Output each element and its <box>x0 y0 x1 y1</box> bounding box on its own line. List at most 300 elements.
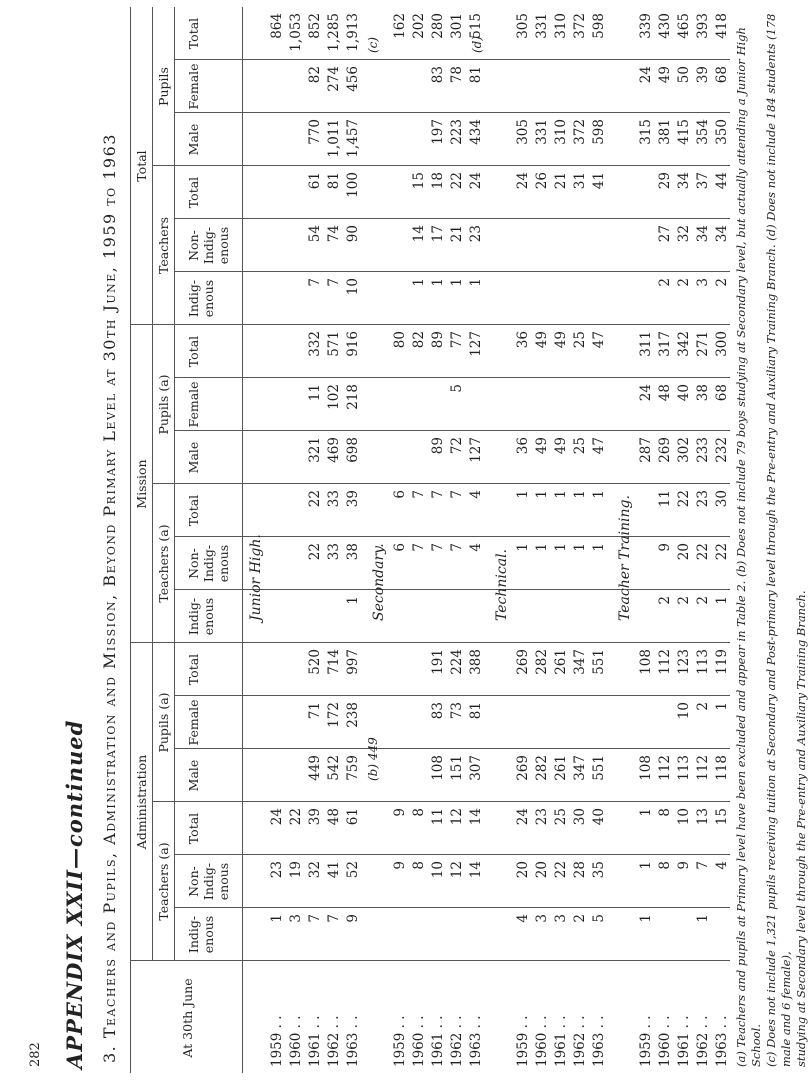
table-cell <box>637 172 656 217</box>
column-admin-teachers_indig <box>637 914 732 959</box>
table-cell: 321 <box>307 437 323 463</box>
table-cell: 71 <box>307 702 323 720</box>
table-cell: 34 <box>676 172 692 190</box>
year-cell: 1963 . . <box>468 1015 484 1067</box>
table-cell <box>410 702 429 747</box>
table-cell: 89 <box>430 437 446 455</box>
table-cell: 18 <box>430 172 446 190</box>
table-cell <box>552 66 571 111</box>
table-cell: 31 <box>572 172 588 190</box>
mission-teachers-head: Teachers (a) <box>156 524 171 603</box>
table-cell: 520 <box>307 649 323 675</box>
table-cell: 27 <box>657 225 673 243</box>
table-cell <box>656 702 675 747</box>
table-cell: 770 <box>307 119 323 145</box>
table-cell: 10 <box>430 861 446 879</box>
table-cell: 347 <box>572 755 588 781</box>
table-cell: 434 <box>468 119 484 145</box>
table-cell: 5 <box>449 384 465 393</box>
column-total-pupils_female <box>514 66 609 111</box>
table-cell: 25 <box>553 808 569 826</box>
table-cell: 388 <box>468 649 484 675</box>
table-cell: 112 <box>657 649 673 675</box>
column-admin-pupils_total <box>637 649 732 694</box>
table-cell <box>268 437 287 482</box>
column-total-pupils_female <box>268 66 363 111</box>
admin-teachers-head: Teachers (a) <box>156 842 171 921</box>
table-cell: 8 <box>411 861 427 870</box>
table-cell: 1,011 <box>326 119 342 158</box>
table-cell <box>391 66 410 111</box>
column-admin-pupils_total <box>268 649 363 694</box>
table-cell <box>306 596 325 641</box>
table-cell: 81 <box>468 702 484 720</box>
table-cell: 1,285 <box>326 13 342 52</box>
table-cell <box>552 702 571 747</box>
table-cell: 22 <box>714 543 730 561</box>
column-mission-teachers_total <box>391 490 486 535</box>
table-cell: 1 <box>449 278 465 287</box>
note-marker: (b) 449 <box>366 737 380 781</box>
column-admin-pupils_male <box>514 755 609 800</box>
divider-total-sub <box>152 165 730 166</box>
year-column <box>268 967 363 1067</box>
column-mission-pupils_male <box>514 437 609 482</box>
leaf-header-total-pupils_total: Total <box>186 17 201 50</box>
column-admin-teachers_non <box>391 861 486 906</box>
table-cell: 14 <box>468 808 484 826</box>
table-cell: 7 <box>430 490 446 499</box>
table-cell: 22 <box>695 543 711 561</box>
column-admin-pupils_female <box>268 702 363 747</box>
table-cell: 1 <box>714 596 730 605</box>
table-cell: 24 <box>515 808 531 826</box>
table-cell: 418 <box>714 13 730 39</box>
table-cell: 698 <box>345 437 361 463</box>
table-cell: 113 <box>676 755 692 781</box>
table-cell <box>571 278 590 323</box>
table-cell: 172 <box>326 702 342 728</box>
table-cell <box>325 596 344 641</box>
table-cell: 7 <box>307 278 323 287</box>
table-cell <box>571 66 590 111</box>
table-cell: 37 <box>695 172 711 190</box>
table-cell: 68 <box>714 384 730 402</box>
table-cell: 118 <box>714 755 730 781</box>
table-cell: 24 <box>269 808 285 826</box>
column-mission-teachers_non <box>637 543 732 588</box>
table-cell: 9 <box>345 914 361 923</box>
table-cell <box>467 596 486 641</box>
table-cell <box>448 596 467 641</box>
table-cell: 2 <box>676 596 692 605</box>
table-cell <box>268 543 287 588</box>
table-cell: 1 <box>638 914 654 923</box>
table-cell: 269 <box>657 437 673 463</box>
table-cell: 1 <box>714 702 730 711</box>
table-cell: 13 <box>695 808 711 826</box>
table-cell: 1 <box>430 278 446 287</box>
table-cell <box>410 755 429 800</box>
table-cell: 108 <box>430 755 446 781</box>
table-cell: 332 <box>307 331 323 357</box>
table-cell: 456 <box>345 66 361 92</box>
table-cell: 123 <box>676 649 692 675</box>
table-cell: 19 <box>288 861 304 879</box>
table-cell <box>429 914 448 959</box>
table-cell <box>514 596 533 641</box>
table-cell <box>410 119 429 164</box>
table-cell: 33 <box>326 490 342 508</box>
table-cell <box>590 225 609 270</box>
divider-admin-sub <box>152 801 730 802</box>
table-cell: 72 <box>449 437 465 455</box>
table-cell: 54 <box>307 225 323 243</box>
table-top-rule <box>130 7 131 1073</box>
table-cell: 9 <box>392 808 408 817</box>
table-cell <box>391 649 410 694</box>
table-cell: 2 <box>676 278 692 287</box>
year-cell: 1959 . . <box>269 1015 285 1067</box>
table-cell: 280 <box>430 13 446 39</box>
column-mission-pupils_male <box>268 437 363 482</box>
table-cell: 22 <box>288 808 304 826</box>
table-cell: 2 <box>572 914 588 923</box>
table-cell <box>268 119 287 164</box>
column-admin-teachers_indig <box>514 914 609 959</box>
table-cell: 1 <box>572 490 588 499</box>
table-cell: 151 <box>449 755 465 781</box>
table-cell: 30 <box>572 808 588 826</box>
divider-year <box>130 960 730 961</box>
column-admin-teachers_total <box>391 808 486 853</box>
column-admin-pupils_female <box>391 702 486 747</box>
year-column <box>391 967 486 1067</box>
table-cell: 14 <box>468 861 484 879</box>
table-cell: 714 <box>326 649 342 675</box>
column-admin-teachers_total <box>637 808 732 853</box>
table-cell: 515 <box>468 13 484 39</box>
column-total-teachers_indig <box>268 278 363 323</box>
table-cell: 30 <box>714 490 730 508</box>
table-cell: 551 <box>591 755 607 781</box>
column-admin-pupils_male <box>268 755 363 800</box>
column-total-teachers_total <box>391 172 486 217</box>
table-cell: 305 <box>515 119 531 145</box>
year-cell: 1960 . . <box>657 1015 673 1067</box>
table-cell: 551 <box>591 649 607 675</box>
table-cell: 34 <box>695 225 711 243</box>
table-cell: 759 <box>345 755 361 781</box>
column-total-pupils_female <box>391 66 486 111</box>
col-divider <box>174 748 730 749</box>
footnote-line-2: (c) Does not include 1,321 pupils receiving tuition at Secondary and Post-primary level through the Pre-entry and Auxiliary Training Branch. (d) Does not include 184 students (178 male and 6 female), <box>764 13 793 1067</box>
table-cell <box>571 384 590 429</box>
column-mission-teachers_indig <box>637 596 732 641</box>
table-cell <box>268 66 287 111</box>
table-cell: 2 <box>657 596 673 605</box>
group-mission: Mission <box>134 459 149 509</box>
table-cell <box>467 914 486 959</box>
year-cell: 1959 . . <box>515 1015 531 1067</box>
table-cell <box>571 225 590 270</box>
table-cell: 112 <box>657 755 673 781</box>
column-mission-pupils_total <box>637 331 732 376</box>
table-cell: 274 <box>326 66 342 92</box>
table-cell: 82 <box>411 331 427 349</box>
table-cell: 74 <box>326 225 342 243</box>
table-cell: 916 <box>345 331 361 357</box>
table-cell <box>533 225 552 270</box>
table-cell: 41 <box>591 172 607 190</box>
leaf-header-mission-pupils_male: Male <box>186 441 201 474</box>
table-cell: 282 <box>534 649 550 675</box>
table-cell: 81 <box>468 66 484 84</box>
table-cell: 49 <box>657 66 673 84</box>
table-title: 3. Teachers and Pupils, Administration and Mission, Beyond Primary Level at 30th June, 1959 to 1963 <box>100 133 119 1063</box>
table-cell: 1 <box>638 808 654 817</box>
year-cell: 1961 . . <box>553 1015 569 1067</box>
table-cell <box>287 755 306 800</box>
table-cell: 415 <box>676 119 692 145</box>
table-cell: 7 <box>411 490 427 499</box>
table-cell: 261 <box>553 755 569 781</box>
column-total-teachers_total <box>268 172 363 217</box>
table-cell: 350 <box>714 119 730 145</box>
table-cell <box>552 596 571 641</box>
table-cell <box>533 278 552 323</box>
table-cell: 393 <box>695 13 711 39</box>
table-cell: 223 <box>449 119 465 145</box>
subgroup-rule <box>174 7 175 961</box>
table-cell: 997 <box>345 649 361 675</box>
group-total: Total <box>134 150 149 182</box>
table-cell: 1 <box>591 490 607 499</box>
year-cell: 1963 . . <box>591 1015 607 1067</box>
table-cell: 1 <box>638 861 654 870</box>
year-cell: 1960 . . <box>534 1015 550 1067</box>
column-total-pupils_male <box>268 119 363 164</box>
table-cell: 20 <box>534 861 550 879</box>
table-cell: 29 <box>657 172 673 190</box>
table-cell <box>514 278 533 323</box>
year-cell: 1962 . . <box>326 1015 342 1067</box>
table-cell: 465 <box>676 13 692 39</box>
table-cell <box>514 384 533 429</box>
table-cell <box>391 278 410 323</box>
table-cell: 317 <box>657 331 673 357</box>
column-total-teachers_non <box>268 225 363 270</box>
table-cell <box>268 490 287 535</box>
table-cell: 300 <box>714 331 730 357</box>
table-cell: 542 <box>326 755 342 781</box>
column-total-pupils_male <box>391 119 486 164</box>
table-cell <box>467 384 486 429</box>
table-cell: 224 <box>449 649 465 675</box>
table-cell <box>514 225 533 270</box>
group-rule <box>152 7 153 961</box>
table-cell: 232 <box>714 437 730 463</box>
table-cell: 26 <box>534 172 550 190</box>
table-cell: 39 <box>307 808 323 826</box>
table-cell: 15 <box>411 172 427 190</box>
table-cell: 372 <box>572 13 588 39</box>
table-cell <box>391 119 410 164</box>
table-cell: 2 <box>657 278 673 287</box>
table-cell: 218 <box>345 384 361 410</box>
table-cell: 1 <box>534 543 550 552</box>
table-cell <box>590 66 609 111</box>
table-cell: 3 <box>534 914 550 923</box>
column-mission-pupils_total <box>268 331 363 376</box>
table-cell: 354 <box>695 119 711 145</box>
table-cell: 10 <box>676 702 692 720</box>
column-mission-teachers_non <box>514 543 609 588</box>
leaf-header-mission-teachers_non: Non-Indig-enous <box>186 544 231 583</box>
leaf-header-mission-pupils_total: Total <box>186 335 201 368</box>
statistics-table <box>130 0 730 1081</box>
table-cell: 47 <box>591 331 607 349</box>
column-total-pupils_total <box>637 13 732 58</box>
table-cell: 23 <box>468 225 484 243</box>
column-total-teachers_non <box>637 225 732 270</box>
table-cell: 8 <box>657 808 673 817</box>
table-cell: 202 <box>411 13 427 39</box>
column-total-teachers_indig <box>514 278 609 323</box>
table-cell <box>590 384 609 429</box>
table-cell: 7 <box>411 543 427 552</box>
divider-mission-total <box>130 324 730 325</box>
column-mission-teachers_non <box>268 543 363 588</box>
table-cell: 12 <box>449 808 465 826</box>
column-mission-pupils_female <box>268 384 363 429</box>
table-cell <box>391 914 410 959</box>
column-mission-pupils_male <box>637 437 732 482</box>
table-cell: 36 <box>515 331 531 349</box>
table-cell: 89 <box>430 331 446 349</box>
table-cell <box>429 596 448 641</box>
table-cell: 77 <box>449 331 465 349</box>
table-cell: 68 <box>714 66 730 84</box>
table-cell: 39 <box>345 490 361 508</box>
table-cell: 1,053 <box>288 13 304 52</box>
table-cell <box>287 437 306 482</box>
page-number: 282 <box>28 1042 43 1067</box>
table-cell: 271 <box>695 331 711 357</box>
table-cell: 22 <box>449 172 465 190</box>
footnote-line-3: studying at Secondary level through the Pre-entry and Auxiliary Training Branch. <box>794 590 808 1067</box>
col-divider <box>174 112 730 113</box>
table-cell <box>268 755 287 800</box>
table-cell <box>268 649 287 694</box>
header-bottom-rule <box>242 7 243 1073</box>
table-cell: 7 <box>307 914 323 923</box>
table-cell: 22 <box>307 490 323 508</box>
note-marker: (d) <box>470 35 484 53</box>
table-cell: 162 <box>392 13 408 39</box>
column-admin-teachers_indig <box>391 914 486 959</box>
table-cell: 127 <box>468 331 484 357</box>
table-cell: 1 <box>345 596 361 605</box>
table-cell: 598 <box>591 13 607 39</box>
table-cell <box>637 596 656 641</box>
table-cell: 73 <box>449 702 465 720</box>
table-cell <box>287 278 306 323</box>
column-admin-pupils_female <box>514 702 609 747</box>
table-cell: 3 <box>695 278 711 287</box>
table-cell <box>268 702 287 747</box>
table-cell <box>268 278 287 323</box>
table-cell: 7 <box>695 861 711 870</box>
table-cell: 112 <box>695 755 711 781</box>
table-cell: 32 <box>307 861 323 879</box>
table-cell: 52 <box>345 861 361 879</box>
table-cell: 315 <box>638 119 654 145</box>
mission-pupils-head: Pupils (a) <box>156 374 171 435</box>
column-total-pupils_male <box>514 119 609 164</box>
column-mission-pupils_total <box>514 331 609 376</box>
table-cell: 1 <box>553 490 569 499</box>
year-cell: 1962 . . <box>449 1015 465 1067</box>
table-cell: 100 <box>345 172 361 198</box>
column-mission-teachers_indig <box>268 596 363 641</box>
table-cell: 430 <box>657 13 673 39</box>
table-cell: 17 <box>430 225 446 243</box>
table-cell: 310 <box>553 13 569 39</box>
table-cell <box>675 914 694 959</box>
table-cell: 28 <box>572 861 588 879</box>
table-cell <box>552 225 571 270</box>
table-cell: 311 <box>638 331 654 357</box>
table-cell: 83 <box>430 66 446 84</box>
table-cell: 7 <box>430 543 446 552</box>
table-cell <box>410 914 429 959</box>
column-admin-pupils_male <box>391 755 486 800</box>
table-cell: 1 <box>515 490 531 499</box>
table-cell: 1,457 <box>345 119 361 158</box>
table-cell: 61 <box>345 808 361 826</box>
column-total-teachers_non <box>514 225 609 270</box>
column-mission-teachers_indig <box>514 596 609 641</box>
table-cell: 14 <box>411 225 427 243</box>
table-cell: 261 <box>553 649 569 675</box>
table-cell <box>287 649 306 694</box>
column-admin-teachers_total <box>268 808 363 853</box>
table-cell: 7 <box>449 490 465 499</box>
table-cell: 1 <box>553 543 569 552</box>
column-admin-pupils_female <box>637 702 732 747</box>
table-cell: 571 <box>326 331 342 357</box>
table-cell: 22 <box>553 861 569 879</box>
col-divider <box>174 218 730 219</box>
table-cell: 469 <box>326 437 342 463</box>
year-cell: 1960 . . <box>411 1015 427 1067</box>
table-cell: 11 <box>307 384 323 402</box>
column-mission-teachers_indig <box>391 596 486 641</box>
year-cell: 1961 . . <box>676 1015 692 1067</box>
table-cell: 347 <box>572 649 588 675</box>
col-divider <box>174 377 730 378</box>
table-cell: 22 <box>676 490 692 508</box>
leaf-header-admin-pupils_total: Total <box>186 653 201 686</box>
table-cell <box>287 225 306 270</box>
table-cell: 381 <box>657 119 673 145</box>
table-cell: 1 <box>515 543 531 552</box>
footnote-line-1: (a) Teachers and pupils at Primary level have been excluded and appear in Table 2. (b) Does not include 79 boys studying at Secondary level, but actually attending a Junior High School. <box>734 27 763 1067</box>
section-title: Teacher Training. <box>617 495 633 621</box>
column-total-pupils_total <box>514 13 609 58</box>
table-cell: 339 <box>638 13 654 39</box>
